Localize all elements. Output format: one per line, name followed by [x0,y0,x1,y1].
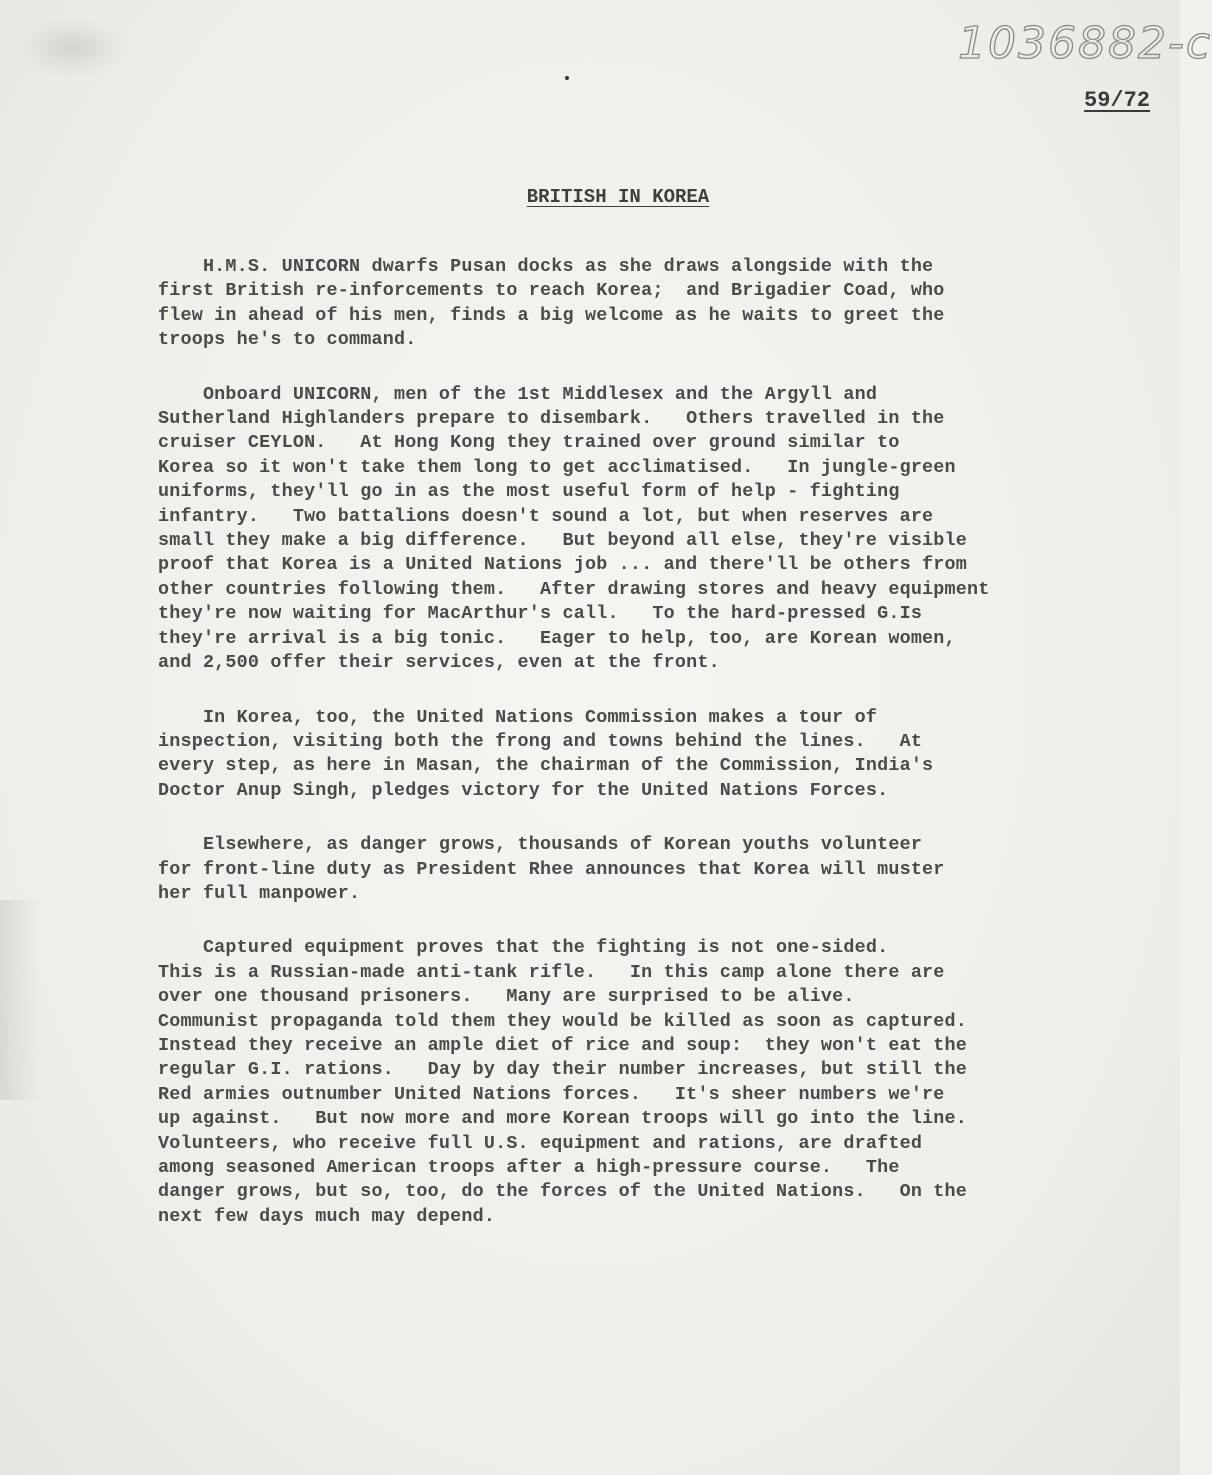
text-line: cruiser CEYLON. At Hong Kong they trained over ground similar to [158,432,900,454]
paragraph [158,706,1058,804]
text-line: Captured equipment proves that the fighting is not one-sided. [158,937,889,959]
text-line: next few days much may depend. [158,1205,496,1227]
text-line: every step, as here in Masan, the chairman of the Commission, India's [158,755,934,777]
text-line: infantry. Two battalions doesn't sound a lot, but when reserves are [158,505,934,527]
text-line: Korea so it won't take them long to get acclimatised. In jungle-green [158,456,956,478]
text-line: and 2,500 offer their services, even at the front. [158,652,720,674]
text-line: her full manpower. [158,882,361,904]
paragraph [158,255,1058,353]
text-line: Volunteers, who receive full U.S. equipment and rations, are drafted [158,1132,923,1154]
text-line: they're arrival is a big tonic. Eager to help, too, are Korean women, [158,627,956,649]
paragraph [158,833,1058,906]
text-line: regular G.I. rations. Day by day their number increases, but still the [158,1059,968,1081]
text-line: inspection, visiting both the frong and towns behind the lines. At [158,730,923,752]
text-line: proof that Korea is a United Nations job ... and there'll be others from [158,554,968,576]
paper-smudge [18,18,128,78]
paper-edge-shadow [0,900,40,1100]
text-line: other countries following them. After drawing stores and heavy equipment [158,578,990,600]
text-line: In Korea, too, the United Nations Commission makes a tour of [158,706,878,728]
text-line: Communist propaganda told them they would be killed as soon as captured. [158,1010,968,1032]
text-line: Onboard UNICORN, men of the 1st Middlesex and the Argyll and [158,383,878,405]
text-line: flew in ahead of his men, finds a big welcome as he waits to greet the [158,304,945,326]
text-line: first British re-inforcements to reach Korea; and Brigadier Coad, who [158,280,945,302]
text-line: Instead they receive an ample diet of rice and soup: they won't eat the [158,1034,968,1056]
text-line: H.M.S. UNICORN dwarfs Pusan docks as she draws alongside with the [158,256,934,277]
text-line: among seasoned American troops after a high-pressure course. The [158,1157,900,1178]
text-line: This is a Russian-made anti-tank rifle. In this camp alone there are [158,961,945,983]
text-line: up against. But now more and more Korean troops will go into the line. [158,1108,968,1130]
text-line: over one thousand prisoners. Many are surprised to be alive. [158,986,855,1008]
text-line: Elsewhere, as danger grows, thousands of Korean youths volunteer [158,834,923,856]
document-title: BRITISH IN KOREA [526,186,710,208]
text-line: they're now waiting for MacArthur's call. To the hard-pressed G.Is [158,603,923,625]
handwritten-reference-number: 1036882-c [958,18,1212,69]
text-line: small they make a big difference. But beyond all else, they're visible [158,530,968,552]
text-line: danger grows, but so, too, do the forces of the United Nations. On the [158,1181,968,1203]
text-line: for front-line duty as President Rhee announces that Korea will muster [158,858,945,880]
paragraph [158,383,1058,676]
page-number: 59/72 [1084,88,1151,113]
text-line: Red armies outnumber United Nations forces. It's sheer numbers we're [158,1083,945,1105]
ink-dot [565,76,569,80]
text-line: uniforms, they'll go in as the most useful form of help - fighting [158,481,900,503]
paragraph [158,936,1058,1229]
text-line: troops he's to command. [158,329,417,351]
text-line: Sutherland Highlanders prepare to disembark. Others travelled in the [158,408,945,430]
text-line: Doctor Anup Singh, pledges victory for the United Nations Forces. [158,779,889,801]
document-body [158,255,1058,1259]
